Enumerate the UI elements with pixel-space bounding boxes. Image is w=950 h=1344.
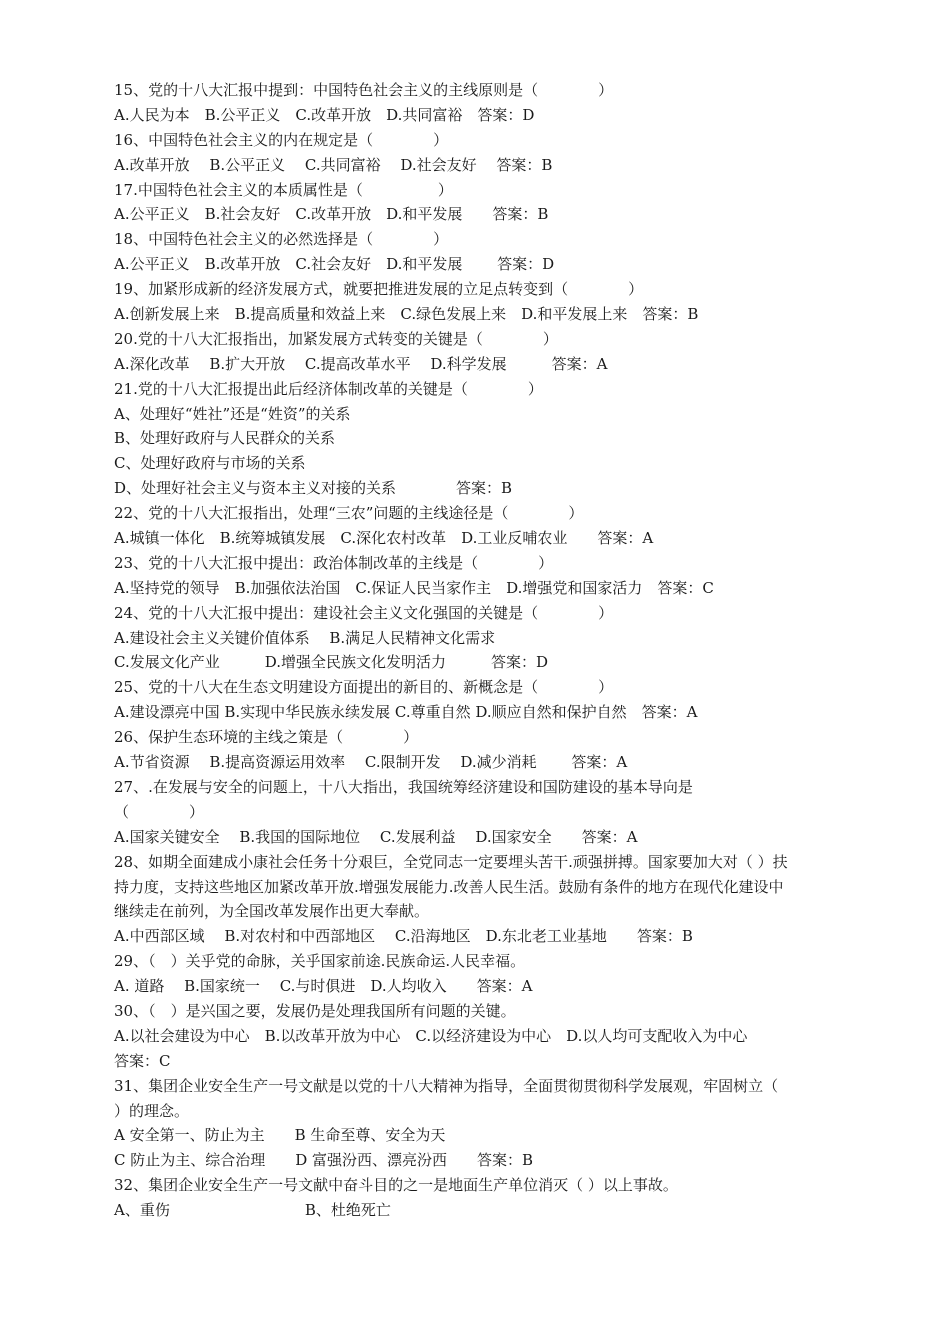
options-16: A.改革开放 B.公平正义 C.共同富裕 D.社会友好 答案：B <box>114 155 553 174</box>
question-25: 25、党的十八大在生态文明建设方面提出的新目的、新概念是（ ） <box>114 678 614 697</box>
question-22: 22、党的十八大汇报指出，处理“三农”问题的主线途径是（ ） <box>114 504 584 523</box>
options-30: A.以社会建设为中心 B.以改革开放为中心 C.以经济建设为中心 D.以人均可支配收入为中心 <box>114 1026 748 1045</box>
question-30: 30、（ ）是兴国之要，发展仍是处理我国所有问题的关键。 <box>114 1001 516 1020</box>
question-16: 16、中国特色社会主义的内在规定是（ ） <box>114 130 449 149</box>
options-26: A.节省资源 B.提高资源运用效率 C.限制开发 D.减少消耗 答案：A <box>114 753 628 772</box>
question-15: 15、党的十八大汇报中提到：中国特色社会主义的主线原则是（ ） <box>114 81 614 99</box>
options-24-ab: A.建设社会主义关键价值体系 B.满足人民精神文化需求 <box>114 628 496 647</box>
question-17: 17.中国特色社会主义的本质属性是（ ） <box>114 180 453 199</box>
question-29: 29、（ ）关乎党的命脉，关乎国家前途.民族命运.人民幸福。 <box>114 952 526 971</box>
option-21-b: B、处理好政府与人民群众的关系 <box>114 429 336 448</box>
options-22: A.城镇一体化 B.统筹城镇发展 C.深化农村改革 D.工业反哺农业 答案：A <box>114 529 654 548</box>
question-18: 18、中国特色社会主义的必然选择是（ ） <box>114 230 449 249</box>
options-29: A. 道路 B.国家统一 C.与时俱进 D.人均收入 答案：A <box>114 977 533 996</box>
options-24-cd: C.发展文化产业 D.增强全民族文化发明活力 答案：D <box>114 653 548 672</box>
answer-30: 答案：C <box>114 1051 171 1070</box>
question-26: 26、保护生态环境的主线之策是（ ） <box>114 728 419 747</box>
option-21-c: C、处理好政府与市场的关系 <box>114 454 306 473</box>
options-23: A.坚持党的领导 B.加强依法治国 C.保证人民当家作主 D.增强党和国家活力 答案：C <box>114 578 714 597</box>
options-20: A.深化改革 B.扩大开放 C.提高改革水平 D.科学发展 答案：A <box>114 354 608 373</box>
question-31-line-1: 31、集团企业安全生产一号文献是以党的十八大精神为指导，全面贯彻贯彻科学发展观，牢固树立（ <box>114 1076 779 1095</box>
options-15: A.人民为本 B.公平正义 C.改革开放 D.共同富裕 答案：D <box>114 105 535 124</box>
question-21: 21.党的十八大汇报提出此后经济体制改革的关键是（ ） <box>114 379 543 398</box>
question-28-line-2: 持力度，支持这些地区加紧改革开放.增强发展能力.改善人民生活。鼓励有条件的地方在现代化建设中 <box>114 877 784 896</box>
options-27: A.国家关键安全 B.我国的国际地位 C.发展利益 D.国家安全 答案：A <box>114 827 638 846</box>
option-21-d: D、处理好社会主义与资本主义对接的关系 答案：B <box>114 479 513 498</box>
question-20: 20.党的十八大汇报指出，加紧发展方式转变的关键是（ ） <box>114 329 558 348</box>
options-32-ab: A、重伤 B、杜绝死亡 <box>114 1201 391 1220</box>
question-27: 27、.在发展与安全的问题上，十八大指出，我国统筹经济建设和国防建设的基本导向是 <box>114 777 693 796</box>
options-31-cd: C 防止为主、综合治理 D 富强汾西、漂亮汾西 答案：B <box>114 1151 534 1170</box>
question-27-blank: （ ） <box>114 802 205 821</box>
question-24: 24、党的十八大汇报中提出：建设社会主义文化强国的关键是（ ） <box>114 603 614 622</box>
question-31-line-2: ）的理念。 <box>114 1101 190 1120</box>
question-28-line-3: 继续走在前列，为全国改革发展作出更大奉献。 <box>114 902 430 921</box>
question-19: 19、加紧形成新的经济发展方式，就要把推进发展的立足点转变到（ ） <box>114 280 644 299</box>
option-21-a: A、处理好“姓社”还是“姓资”的关系 <box>114 404 351 423</box>
options-25: A.建设漂亮中国 B.实现中华民族永续发展 C.尊重自然 D.顺应自然和保护自然 答案：A <box>114 703 698 722</box>
options-31-ab: A 安全第一、防止为主 B 生命至尊、安全为天 <box>114 1126 446 1145</box>
options-18: A.公平正义 B.改革开放 C.社会友好 D.和平发展 答案：D <box>114 255 555 274</box>
question-28-line-1: 28、如期全面建成小康社会任务十分艰巨，全党同志一定要埋头苦干.顽强拼搏。国家要加大对（ ）扶 <box>114 852 788 871</box>
options-19: A.创新发展上来 B.提高质量和效益上来 C.绿色发展上来 D.和平发展上来 答案：B <box>114 305 699 324</box>
options-28: A.中西部区域 B.对农村和中西部地区 C.沿海地区 D.东北老工业基地 答案：B <box>114 927 693 946</box>
question-32: 32、集团企业安全生产一号文献中奋斗目的之一是地面生产单位消灭（ ）以上事故。 <box>114 1176 678 1195</box>
question-23: 23、党的十八大汇报中提出：政治体制改革的主线是（ ） <box>114 553 554 572</box>
options-17: A.公平正义 B.社会友好 C.改革开放 D.和平发展 答案：B <box>114 205 549 224</box>
